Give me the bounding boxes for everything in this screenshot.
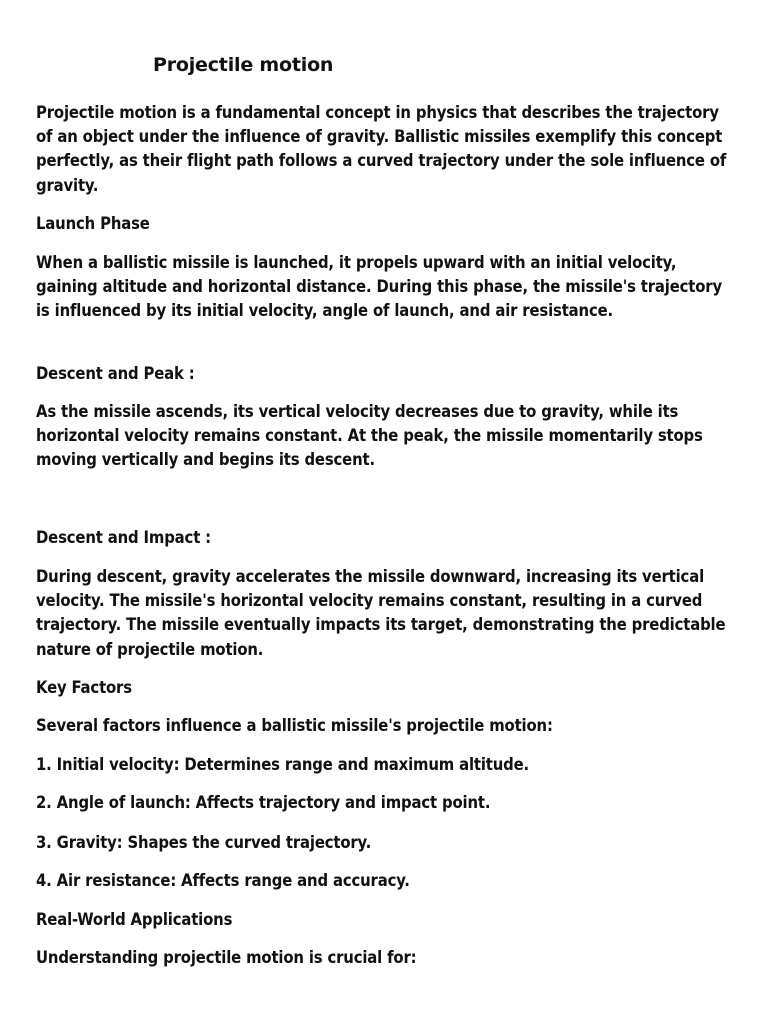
applications-intro: Understanding projectile motion is crucial for: — [36, 948, 417, 967]
section-heading-applications: Real-World Applications — [36, 910, 233, 929]
list-item: 1. Initial velocity: Determines range and maximum altitude. — [36, 755, 530, 774]
section-heading-impact: Descent and Impact : — [36, 528, 211, 547]
impact-paragraph: During descent, gravity accelerates the missile downward, increasing its vertical velocity. The missile's horizontal velocity remains constant, resulting in a curved trajectory. The missile eventually impacts its target, demonstrating the predictable nature of projectile motion. — [36, 567, 726, 659]
list-item: 2. Angle of launch: Affects trajectory and impact point. — [36, 793, 491, 812]
factors-intro: Several factors influence a ballistic missile's projectile motion: — [36, 716, 553, 735]
list-item: 4. Air resistance: Affects range and accuracy. — [36, 871, 410, 890]
page-title: Projectile motion — [153, 54, 334, 76]
launch-paragraph: When a ballistic missile is launched, it propels upward with an initial velocity, gaining altitude and horizontal distance. During this phase, the missile's trajectory is influenced by its initial velocity, angle of launch, and air resistance. — [36, 253, 722, 321]
peak-paragraph: As the missile ascends, its vertical velocity decreases due to gravity, while its horizontal velocity remains constant. At the peak, the missile momentarily stops moving vertically and begins its descent. — [36, 402, 703, 470]
list-item: 3. Gravity: Shapes the curved trajectory. — [36, 833, 372, 852]
section-heading-factors: Key Factors — [36, 678, 132, 697]
section-heading-peak: Descent and Peak : — [36, 364, 195, 383]
section-heading-launch: Launch Phase — [36, 214, 150, 233]
intro-paragraph: Projectile motion is a fundamental concept in physics that describes the trajectory of an object under the influence of gravity. Ballistic missiles exemplify this concept perfectly, as their flight path follows a curved trajectory under the sole influence of gravity. — [36, 103, 727, 195]
